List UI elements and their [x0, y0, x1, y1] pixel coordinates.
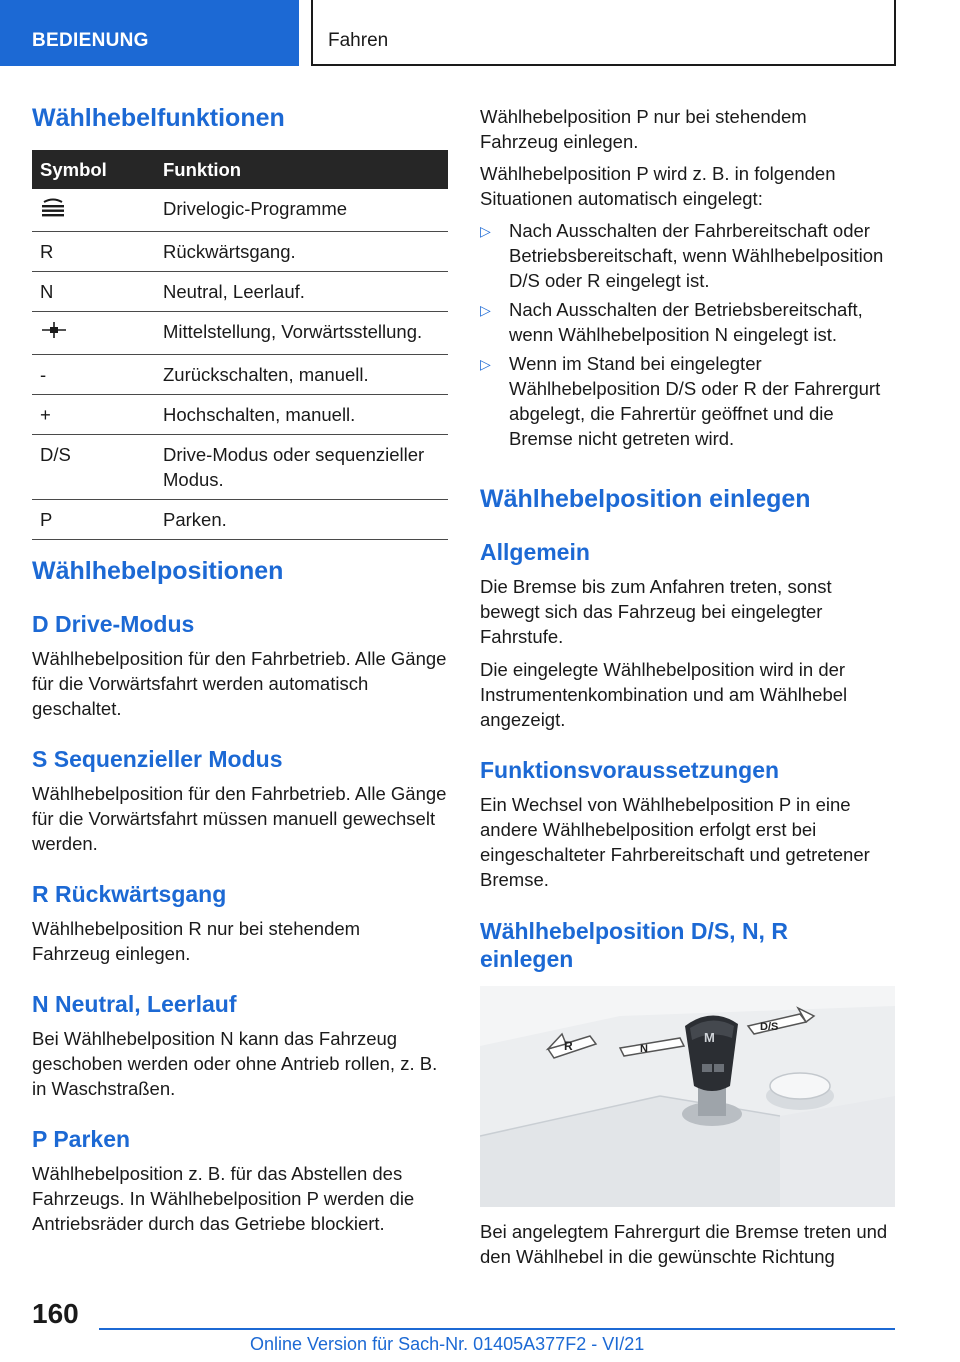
text-requirements: Ein Wechsel von Wählhebelposition P in eine andere Wählhebelposition erfolgt erst bei eingeschalteter Fahrbereitschaft und getretener Bremse.: [480, 794, 870, 890]
subheading-sequential: S Sequenzieller Modus: [32, 746, 283, 772]
symbol-cell: [32, 189, 155, 232]
table-row: [32, 189, 448, 232]
heading-positions: Wählhebelpositionen: [32, 557, 284, 585]
chapter-title: Fahren: [328, 30, 389, 51]
triangle-bullet-icon: ▷: [480, 223, 491, 239]
heading-functions: Wählhebelfunktionen: [32, 104, 285, 132]
table-row: [32, 500, 448, 540]
selector-lever-illustration: [480, 986, 895, 1207]
text-reverse: Wählhebelposition R nur bei stehendem Fahrzeug einlegen.: [32, 918, 361, 964]
triangle-bullet-icon: ▷: [480, 356, 491, 372]
center-position-icon: [40, 319, 68, 341]
page-number: 160: [32, 1298, 79, 1329]
symbol-cell: N: [32, 272, 155, 312]
table-row: [32, 232, 448, 272]
text-sequential: Wählhebelposition für den Fahrbetrieb. Alle Gänge für die Vorwärtsfahrt müssen manuell gewechselt werden.: [32, 783, 447, 854]
symbol-cell: R: [32, 232, 155, 272]
label-ds: D/S: [760, 1021, 779, 1033]
table-row: [32, 312, 448, 355]
function-cell: Zurückschalten, manuell.: [155, 355, 448, 395]
triangle-bullet-icon: ▷: [480, 302, 491, 318]
function-cell: Rückwärtsgang.: [155, 232, 448, 272]
function-cell: Mittelstellung, Vorwärtsstellung.: [155, 312, 448, 355]
text-after-figure: Bei angelegtem Fahrergurt die Bremse treten und den Wählhebel in die gewünschte Richtung: [480, 1221, 888, 1267]
subheading-reverse: R Rückwärtsgang: [32, 881, 227, 907]
subheading-drive: D Drive-Modus: [32, 611, 195, 637]
table-row: [32, 435, 448, 500]
footer-note: Online Version für Sach-Nr. 01405A377F2 - VI/21: [250, 1334, 645, 1354]
function-cell: Hochschalten, manuell.: [155, 395, 448, 435]
auto-park-list: [480, 218, 895, 455]
text-general-2: Die eingelegte Wählhebelposition wird in der Instrumentenkombination und am Wählhebel angezeigt.: [480, 659, 848, 730]
text-drive: Wählhebelposition für den Fahrbetrieb. Alle Gänge für die Vorwärtsfahrt werden automatisch geschaltet.: [32, 648, 447, 719]
text-park-stationary: Wählhebelposition P nur bei stehendem Fahrzeug einlegen.: [480, 106, 807, 152]
subheading-neutral: N Neutral, Leerlauf: [32, 991, 237, 1017]
subheading-park: P Parken: [32, 1126, 131, 1152]
table-row: [32, 355, 448, 395]
col-function: Funktion: [155, 150, 448, 189]
list-item: ▷ Nach Ausschalten der Fahrbereitschaft oder Betriebsbereitschaft, wenn Wählhebelposition D/S oder R eingelegt ist.: [480, 220, 884, 291]
table-row: [32, 272, 448, 312]
col-symbol: Symbol: [32, 150, 155, 189]
subheading-general: Allgemein: [480, 539, 590, 565]
footer-divider: [99, 1328, 895, 1330]
functions-table: [32, 150, 448, 540]
table-row: [32, 395, 448, 435]
subheading-requirements: Funktionsvoraussetzungen: [480, 757, 780, 783]
function-cell: Drive-Modus oder sequenzieller Modus.: [155, 435, 448, 500]
lever-logo: M: [704, 1030, 715, 1045]
subheading-dsnr: Wählhebelposition D/S, N, R einlegen: [480, 918, 788, 972]
symbol-cell: D/S: [32, 435, 155, 500]
text-neutral: Bei Wählhebelposition N kann das Fahrzeug geschoben werden oder ohne Antrieb rollen, z. B. in Waschstraßen.: [32, 1028, 438, 1099]
symbol-cell: [32, 312, 155, 355]
function-cell: Neutral, Leerlauf.: [155, 272, 448, 312]
symbol-cell: P: [32, 500, 155, 540]
symbol-cell: -: [32, 355, 155, 395]
chapter-header: [311, 0, 896, 66]
table-header-row: [32, 150, 448, 189]
section-header: [0, 0, 299, 66]
text-general-1: Die Bremse bis zum Anfahren treten, sonst bewegt sich das Fahrzeug bei eingelegter Fahrstufe.: [480, 576, 832, 647]
section-title: BEDIENUNG: [32, 30, 149, 51]
heading-engage: Wählhebelposition einlegen: [480, 485, 811, 513]
symbol-cell: +: [32, 395, 155, 435]
drivelogic-icon: [40, 196, 66, 218]
label-n: N: [640, 1043, 648, 1055]
text-park: Wählhebelposition z. B. für das Abstellen des Fahrzeugs. In Wählhebelposition P werden die Antriebsräder durch das Getriebe blockiert.: [32, 1163, 415, 1234]
list-item: ▷ Nach Ausschalten der Betriebsbereitschaft, wenn Wählhebelposition N eingelegt ist.: [480, 299, 863, 345]
label-r: R: [564, 1039, 573, 1053]
function-cell: Parken.: [155, 500, 448, 540]
selector-lever-drawing: [480, 986, 895, 1207]
function-cell: Drivelogic-Programme: [155, 189, 448, 232]
list-item: ▷ Wenn im Stand bei eingelegter Wählhebelposition D/S oder R der Fahrergurt abgelegt, die Fahrertür geöffnet und die Bremse nicht getreten wird.: [480, 353, 881, 449]
text-park-auto: Wählhebelposition P wird z. B. in folgenden Situationen automatisch eingelegt:: [480, 163, 836, 209]
